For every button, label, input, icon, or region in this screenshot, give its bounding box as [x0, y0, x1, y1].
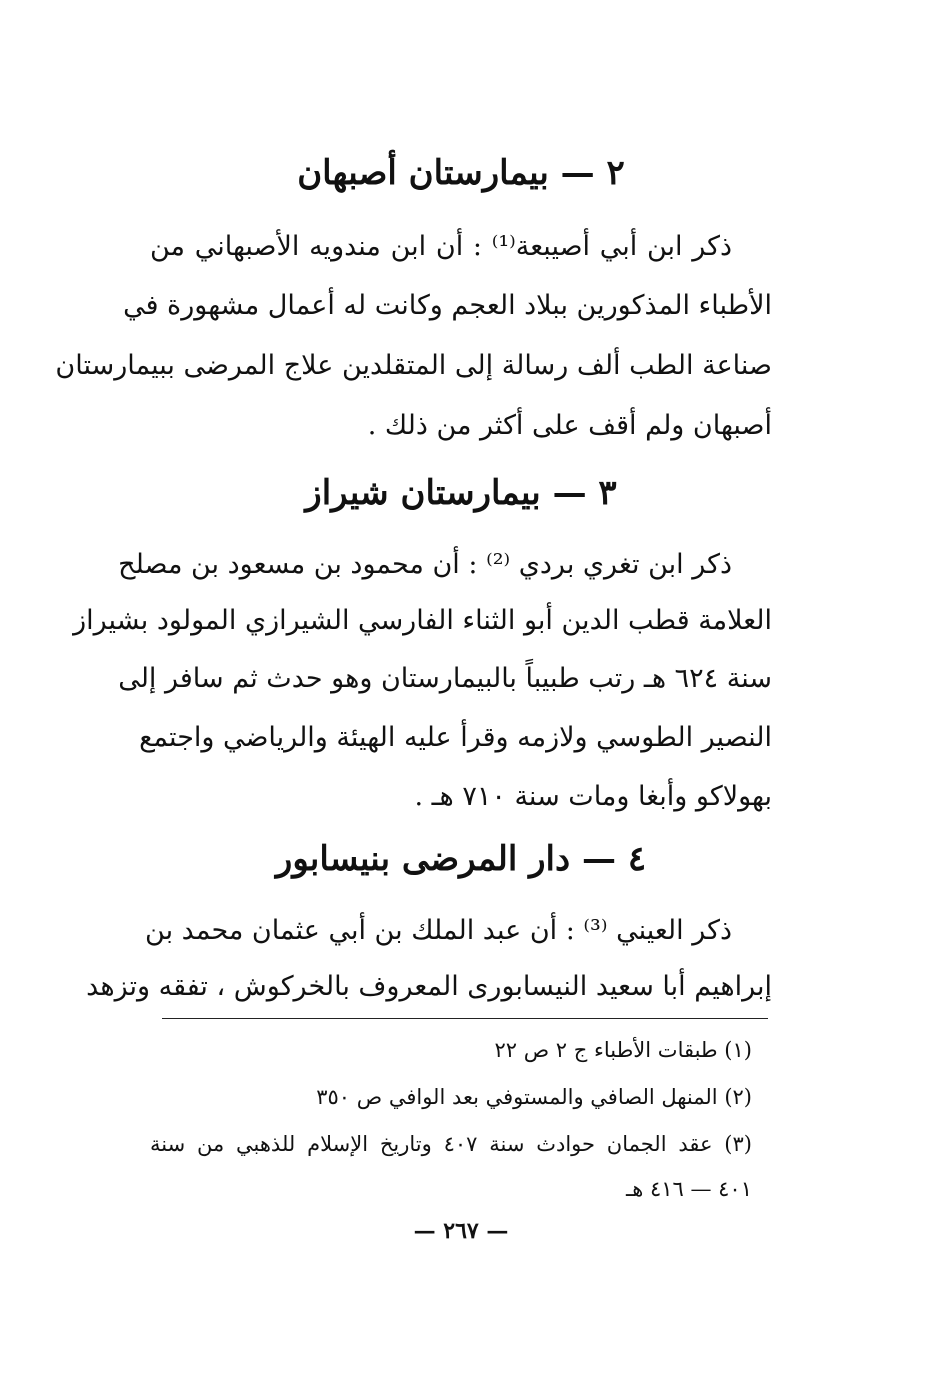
body-line: ذكر العيني ⁽³⁾ : أن عبد الملك بن أبي عثمان محمد بن — [145, 915, 732, 946]
section-heading-isfahan: ٢ — بيمارستان أصبهان — [297, 153, 625, 193]
footnote-3: (٣) عقد الجمان حوادث سنة ٤٠٧ وتاريخ الإسلام للذهبي من سنة — [150, 1132, 752, 1156]
section-heading-shiraz: ٣ — بيمارستان شيراز — [305, 473, 617, 513]
body-line: ذكر ابن تغري بردي ⁽²⁾ : أن محمود بن مسعود بن مصلح — [118, 549, 732, 580]
page-number: — ٢٦٧ — — [413, 1218, 509, 1244]
footnote-1: (١) طبقات الأطباء ج ٢ ص ٢٢ — [494, 1038, 752, 1062]
footnote-2: (٢) المنهل الصافي والمستوفي بعد الوافي ص ٣٥٠ — [316, 1085, 752, 1109]
body-line: صناعة الطب ألف رسالة إلى المتقلدين علاج المرضى ببيمارستان — [55, 350, 772, 381]
footnote-divider — [162, 1018, 768, 1019]
body-line: إبراهيم أبا سعيد النيسابورى المعروف بالخركوش ، تفقه وتزهد — [86, 971, 772, 1002]
body-line: أصبهان ولم أقف على أكثر من ذلك . — [367, 410, 772, 441]
body-line: بهولاكو وأبغا ومات سنة ٧١٠ هـ . — [414, 781, 772, 812]
body-line: سنة ٦٢٤ هـ رتب طبيباً بالبيمارستان وهو حدث ثم سافر إلى — [118, 663, 772, 694]
section-heading-nishapur: ٤ — دار المرضى بنيسابور — [275, 839, 647, 879]
body-line: العلامة قطب الدين أبو الثناء الفارسي الشيرازي المولود بشيراز — [73, 605, 772, 636]
body-line: الأطباء المذكورين ببلاد العجم وكانت له أعمال مشهورة في — [123, 290, 772, 321]
footnote-3-continued: ٤٠١ — ٤١٦ هـ — [626, 1177, 752, 1201]
body-line: ذكر ابن أبي أصيبعة⁽¹⁾ : أن ابن مندويه الأصبهاني من — [150, 231, 732, 262]
body-line: النصير الطوسي ولازمه وقرأ عليه الهيئة والرياضي واجتمع — [139, 722, 772, 753]
